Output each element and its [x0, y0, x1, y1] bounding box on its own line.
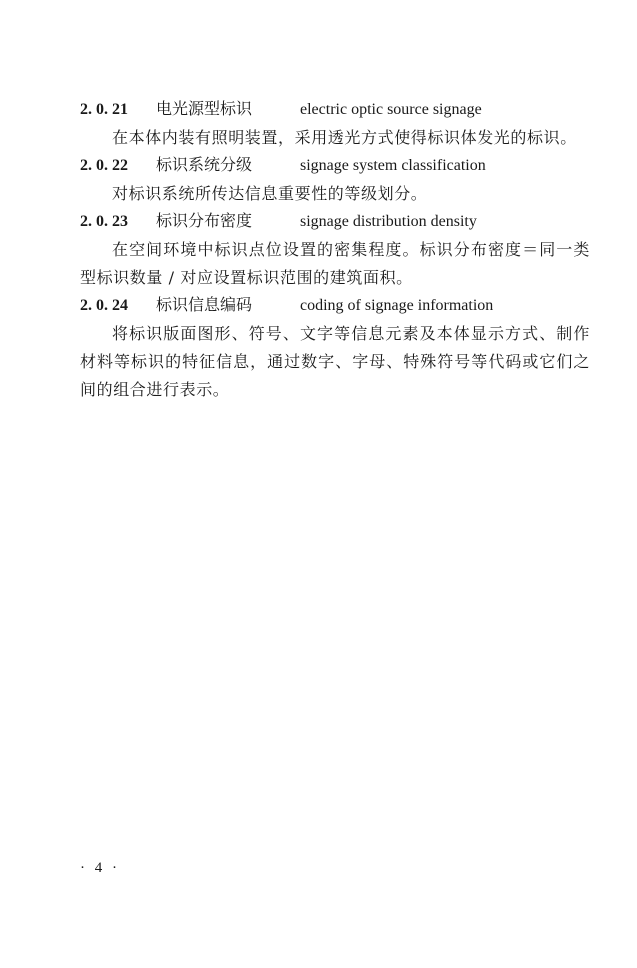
term-heading — [80, 152, 590, 180]
term-definition: 对标识系统所传达信息重要性的等级划分。 — [112, 184, 428, 203]
page-number: · 4 · — [80, 860, 120, 876]
term-chinese-name: 标识系统分级 — [156, 155, 253, 174]
term-definition: 将标识版面图形、符号、文字等信息元素及本体显示方式、制作材料等标识的特征信息，通过数字、字母、特殊符号等代码或它们之间的组合进行表示。 — [80, 324, 590, 399]
term-heading — [80, 208, 590, 236]
term-english-name: signage system classification — [300, 157, 486, 174]
term-number: 2. 0. 24 — [80, 297, 128, 314]
term-entry — [80, 208, 590, 292]
term-english-name: signage distribution density — [300, 213, 477, 230]
term-heading — [80, 292, 590, 320]
term-english-name: coding of signage information — [300, 297, 494, 314]
term-chinese-name: 电光源型标识 — [156, 99, 253, 118]
term-chinese-name: 标识分布密度 — [156, 211, 253, 230]
term-english-name: electric optic source signage — [300, 101, 482, 118]
term-definition: 在空间环境中标识点位设置的密集程度。标识分布密度＝同一类型标识数量 / 对应设置标识范围的建筑面积。 — [80, 240, 590, 287]
term-chinese-name: 标识信息编码 — [156, 295, 253, 314]
term-entry — [80, 292, 590, 404]
term-number: 2. 0. 22 — [80, 157, 128, 174]
term-heading — [80, 96, 590, 124]
term-number: 2. 0. 23 — [80, 213, 128, 230]
term-definition: 在本体内装有照明装置，采用透光方式使得标识体发光的标识。 — [112, 128, 577, 147]
term-entry — [80, 96, 590, 152]
term-entry — [80, 152, 590, 208]
terms-section — [80, 96, 590, 404]
term-number: 2. 0. 21 — [80, 101, 128, 118]
